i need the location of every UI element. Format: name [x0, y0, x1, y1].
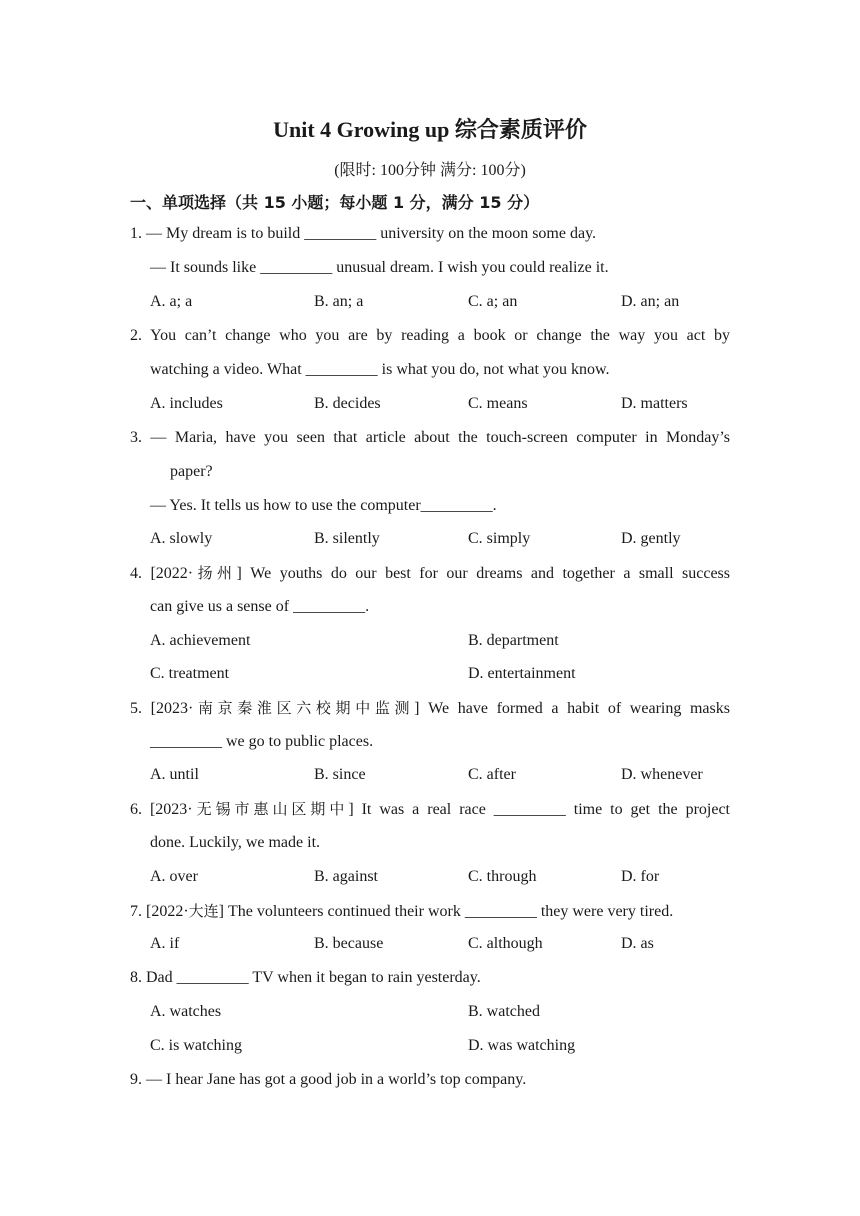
question-3-option-b: B. silently [314, 530, 380, 547]
question-2-option-a: A. includes [150, 395, 223, 412]
question-7-line-1 [130, 900, 730, 923]
question-3-line-2: paper? [170, 463, 213, 480]
question-6-prefix: 6. [2023· [130, 801, 193, 818]
question-8-option-d: D. was watching [468, 1037, 576, 1054]
question-5-option-d: D. whenever [621, 766, 703, 783]
page-title: Unit 4 Growing up 综合素质评价 [273, 117, 587, 142]
question-2-line-2: watching a video. What _________ is what you do, not what you know. [150, 361, 610, 378]
question-8-option-c: C. is watching [150, 1037, 242, 1054]
question-4-source: 扬州 [193, 564, 237, 582]
question-7-source: 大连 [188, 902, 219, 920]
question-4-line-1 [130, 562, 730, 585]
question-2-line-1: 2. You can’t change who you are by reading a book or change the way you act by [130, 327, 730, 344]
question-7-option-a: A. if [150, 935, 180, 952]
question-5-line-2: _________ we go to public places. [150, 733, 374, 750]
question-7-option-c: C. although [468, 935, 543, 952]
question-6-option-c: C. through [468, 868, 537, 885]
question-3-line-3: — Yes. It tells us how to use the computer_________. [150, 497, 497, 514]
question-5-text: ] We have formed a habit of wearing masks [414, 700, 730, 717]
question-4-text: ] We youths do our best for our dreams and together a small success [236, 565, 730, 582]
question-7-option-b: B. because [314, 935, 384, 952]
question-3-line-1: 3. — Maria, have you seen that article about the touch-screen computer in Monday’s [130, 429, 730, 446]
question-9-line-1: 9. — I hear Jane has got a good job in a world’s top company. [130, 1071, 527, 1088]
question-1-option-c: C. a; an [468, 293, 518, 310]
question-7-option-d: D. as [621, 935, 654, 952]
question-4-option-b: B. department [468, 632, 559, 649]
question-1-option-a: A. a; a [150, 293, 193, 310]
question-2-option-c: C. means [468, 395, 528, 412]
question-4-option-c: C. treatment [150, 665, 230, 682]
question-6-option-a: A. over [150, 868, 198, 885]
question-8-option-a: A. watches [150, 1003, 222, 1020]
question-5-source: 南京秦淮区六校期中监测 [193, 699, 415, 717]
question-4-option-a: A. achievement [150, 632, 251, 649]
question-6-option-b: B. against [314, 868, 378, 885]
section-heading: 一、单项选择（共 15 小题；每小题 1 分，满分 15 分） [130, 193, 540, 212]
question-6-text: ] It was a real race _________ time to get the project [348, 801, 731, 818]
question-6-line-2: done. Luckily, we made it. [150, 834, 321, 851]
question-5-option-b: B. since [314, 766, 366, 783]
question-5-line-1 [130, 697, 730, 720]
question-5-option-c: C. after [468, 766, 516, 783]
question-4-prefix: 4. [2022· [130, 565, 194, 582]
question-1-option-d: D. an; an [621, 293, 680, 310]
question-8-line-1: 8. Dad _________ TV when it began to rain yesterday. [130, 969, 481, 986]
question-1-line-1: 1. — My dream is to build _________ university on the moon some day. [130, 225, 597, 242]
question-6-option-d: D. for [621, 868, 660, 885]
question-6-source: 无锡市惠山区期中 [192, 800, 349, 818]
question-2-option-b: B. decides [314, 395, 381, 412]
question-2-option-d: D. matters [621, 395, 688, 412]
question-5-option-a: A. until [150, 766, 199, 783]
page-subtitle: (限时: 100分钟 满分: 100分) [334, 162, 526, 179]
question-3-option-a: A. slowly [150, 530, 213, 547]
question-6-line-1 [130, 798, 730, 821]
question-3-option-d: D. gently [621, 530, 681, 547]
question-7-text: ] The volunteers continued their work _________ they were very tired. [218, 903, 674, 920]
question-4-option-d: D. entertainment [468, 665, 576, 682]
question-4-line-2: can give us a sense of _________. [150, 598, 370, 615]
question-1-option-b: B. an; a [314, 293, 364, 310]
question-3-option-c: C. simply [468, 530, 531, 547]
question-8-option-b: B. watched [468, 1003, 540, 1020]
question-1-line-2: — It sounds like _________ unusual dream. I wish you could realize it. [150, 259, 609, 276]
question-7-prefix: 7. [2022· [130, 903, 189, 920]
question-5-prefix: 5. [2023· [130, 700, 194, 717]
